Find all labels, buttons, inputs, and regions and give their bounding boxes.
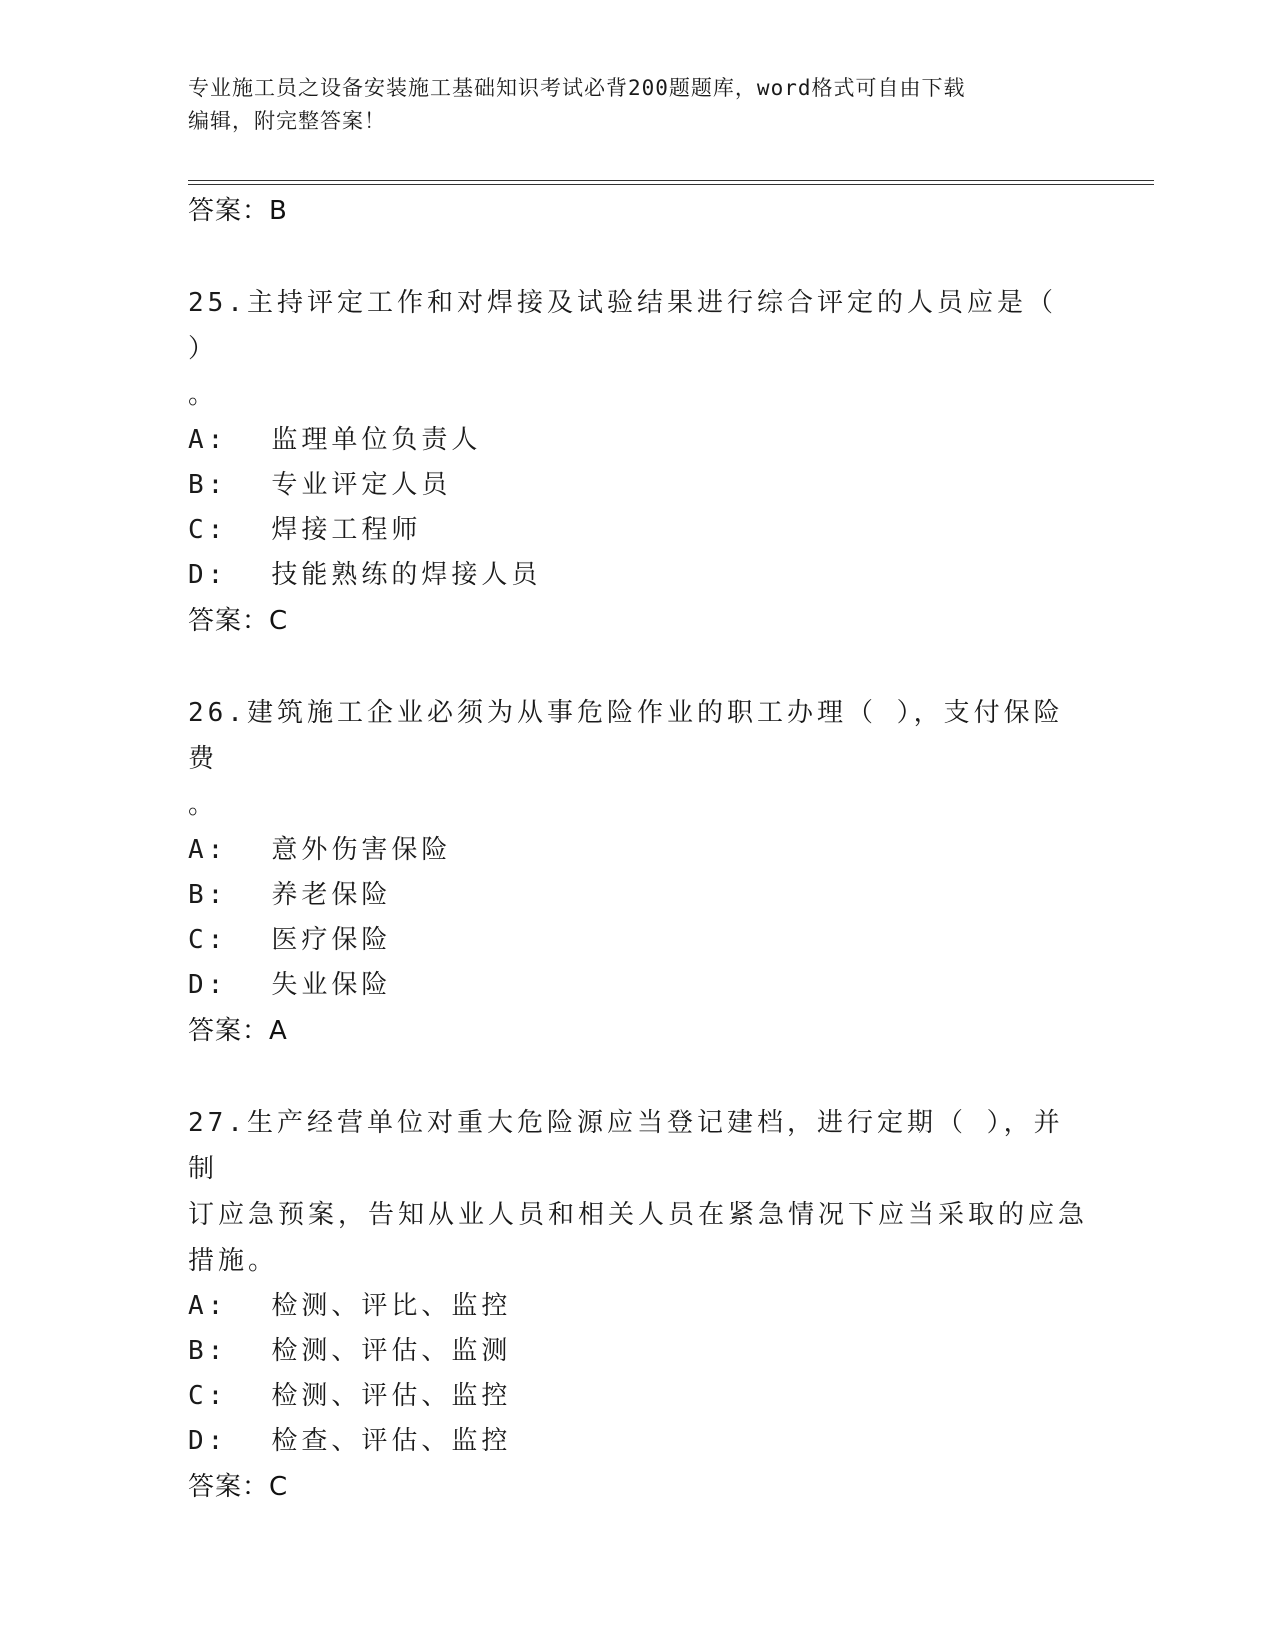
question-stem-line: 订应急预案，告知从业人员和相关人员在紧急情况下应当采取的应急 [188, 1200, 1089, 1230]
option-d [188, 963, 1088, 1008]
option-key: C: [188, 925, 228, 955]
option-text: 意外伤害保险 [271, 835, 452, 865]
question-stem-line: 措施。 [188, 1246, 279, 1276]
question-stem-tail: 。 [188, 380, 215, 410]
option-text: 医疗保险 [271, 925, 392, 955]
option-b [188, 463, 1088, 508]
option-text: 检查、评估、监控 [271, 1426, 512, 1456]
question-stem-tail: 。 [188, 790, 215, 820]
question-25 [188, 280, 1088, 644]
question-26 [188, 690, 1088, 1054]
option-text: 监理单位负责人 [271, 425, 482, 455]
option-d [188, 553, 1088, 598]
option-c [188, 1374, 1088, 1419]
question-stem: 25.主持评定工作和对焊接及试验结果进行综合评定的人员应是（ ） [188, 288, 1077, 364]
question-27 [188, 1100, 1088, 1510]
option-a [188, 1284, 1088, 1329]
question-stem-line: 27.生产经营单位对重大危险源应当登记建档，进行定期（ ），并制 [188, 1108, 1064, 1184]
option-text: 检测、评估、监控 [271, 1381, 512, 1411]
option-key: C: [188, 515, 228, 545]
option-a [188, 828, 1088, 873]
answer-label: 答案：C [188, 606, 289, 636]
option-key: C: [188, 1381, 228, 1411]
option-text: 检测、评估、监测 [271, 1336, 512, 1366]
option-key: D: [188, 1426, 228, 1456]
header-divider-top [188, 180, 1154, 181]
option-b [188, 1329, 1088, 1374]
header-line-1: 专业施工员之设备安装施工基础知识考试必背200题题库，word格式可自由下载 [188, 76, 966, 100]
option-c [188, 508, 1088, 553]
header-divider-bottom [188, 184, 1154, 185]
option-c [188, 918, 1088, 963]
option-key: A: [188, 835, 228, 865]
option-key: D: [188, 970, 228, 1000]
option-key: B: [188, 470, 228, 500]
option-text: 检测、评比、监控 [271, 1291, 512, 1321]
option-text: 技能熟练的焊接人员 [271, 560, 542, 590]
option-text: 专业评定人员 [271, 470, 452, 500]
option-key: D: [188, 560, 228, 590]
option-b [188, 873, 1088, 918]
option-key: A: [188, 1291, 228, 1321]
option-d [188, 1419, 1088, 1464]
option-key: B: [188, 1336, 228, 1366]
option-key: B: [188, 880, 228, 910]
answer-label: 答案：B [188, 196, 288, 226]
question-list [188, 188, 1088, 1510]
option-text: 养老保险 [271, 880, 392, 910]
option-text: 失业保险 [271, 970, 392, 1000]
option-text: 焊接工程师 [271, 515, 422, 545]
option-key: A: [188, 425, 228, 455]
question-stem: 26.建筑施工企业必须为从事危险作业的职工办理（ ），支付保险费 [188, 698, 1064, 774]
answer-label: 答案：C [188, 1472, 289, 1502]
option-a [188, 418, 1088, 463]
header-line-2: 编辑，附完整答案！ [188, 109, 386, 133]
document-header [188, 72, 1068, 138]
answer-label: 答案：A [188, 1016, 288, 1046]
